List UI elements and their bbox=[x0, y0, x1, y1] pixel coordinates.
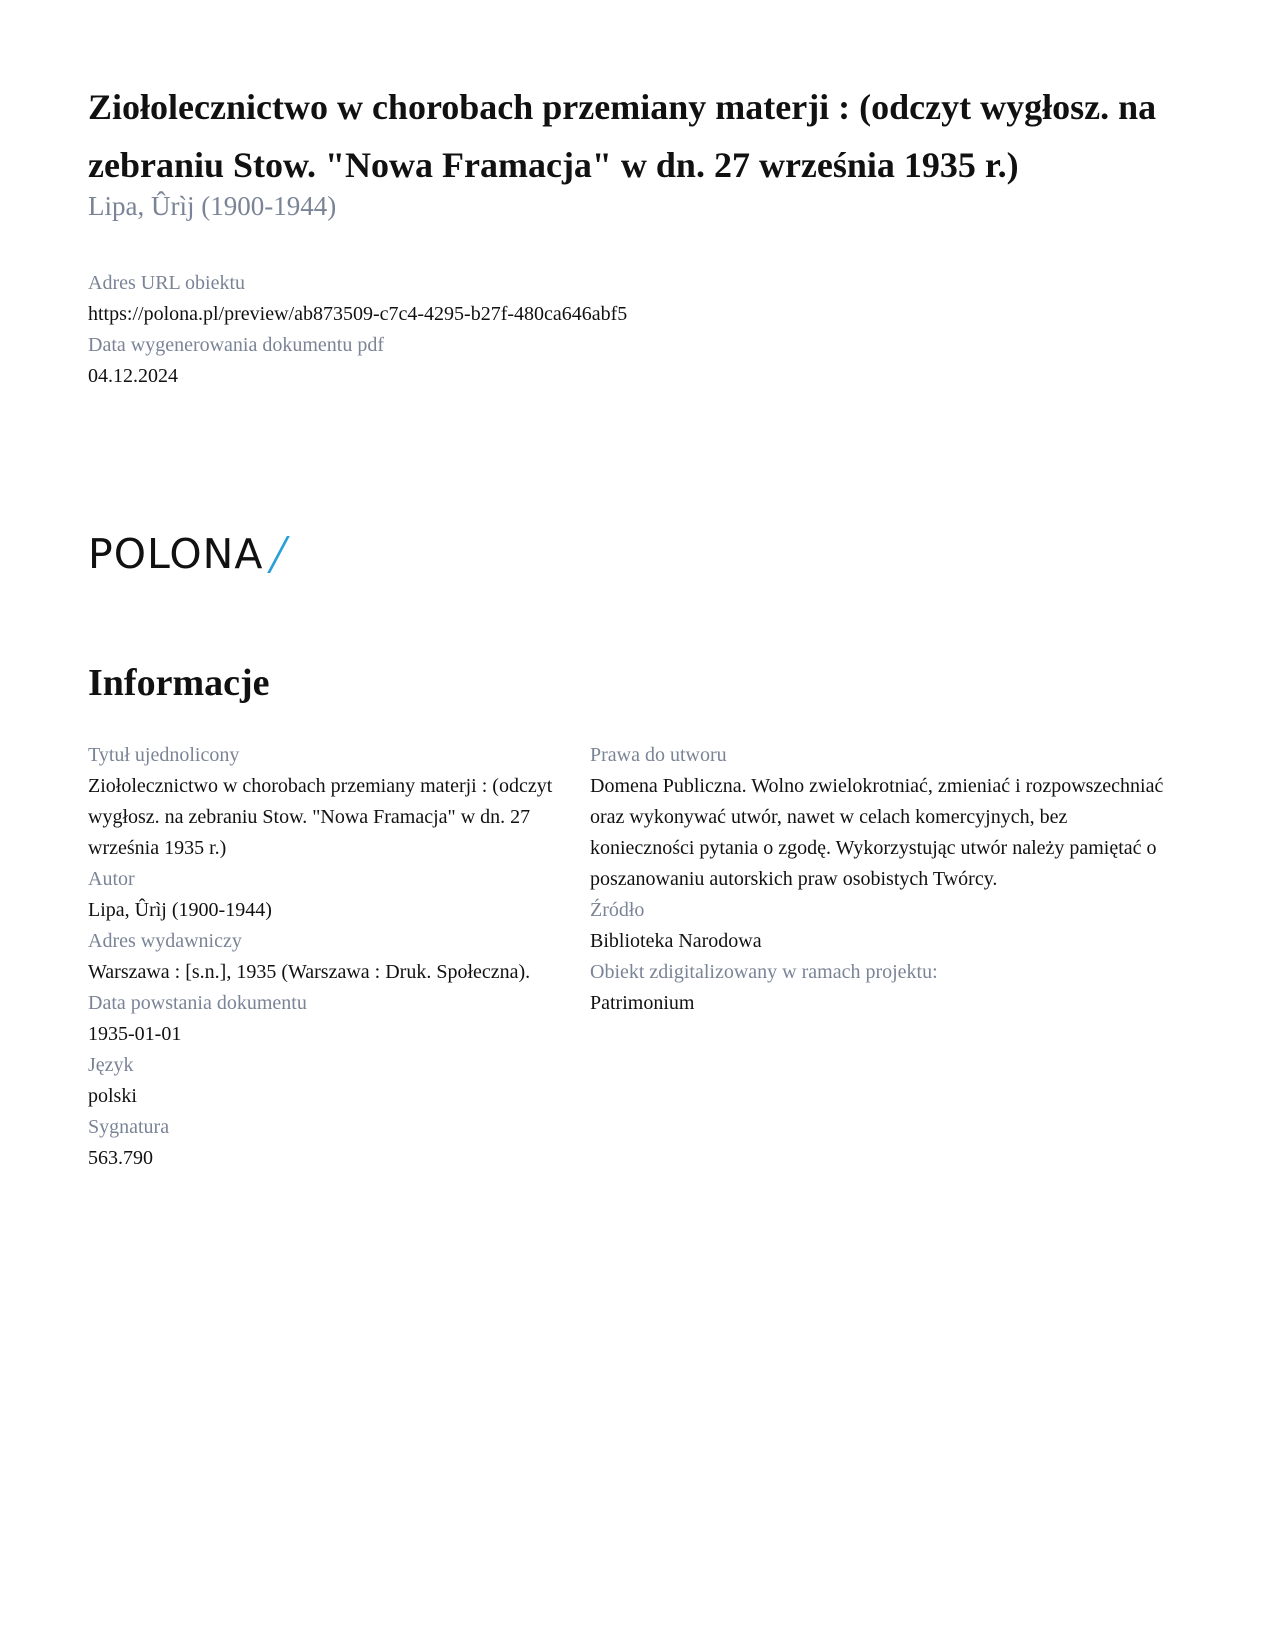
field-label-publication: Adres wydawniczy bbox=[88, 930, 242, 952]
polona-logo bbox=[88, 531, 280, 577]
field-value-source: Biblioteka Narodowa bbox=[590, 930, 762, 952]
field-label-source: Źródło bbox=[590, 899, 645, 921]
logo-slash-icon bbox=[268, 536, 291, 573]
field-label-project: Obiekt zdigitalizowany w ramach projektu: bbox=[590, 961, 938, 983]
document-title: Ziołolecznictwo w chorobach przemiany materji : (odczyt wygłosz. na zebraniu Stow. "Nowa Framacja" w dn. 27 września 1935 r.) bbox=[88, 87, 1157, 185]
field-value-language: polski bbox=[88, 1085, 137, 1107]
object-metadata bbox=[88, 268, 988, 392]
field-label-uniform-title: Tytuł ujednolicony bbox=[88, 744, 240, 766]
field-value-publication: Warszawa : [s.n.], 1935 (Warszawa : Druk. Społeczna). bbox=[88, 961, 531, 983]
field-value-author: Lipa, Ûrìj (1900-1944) bbox=[88, 899, 272, 921]
section-heading-informacje: Informacje bbox=[88, 662, 270, 704]
field-value-creation-date: 1935-01-01 bbox=[88, 1023, 182, 1045]
field-value-rights: Domena Publiczna. Wolno zwielokrotniać, zmieniać i rozpowszechniać oraz wykonywać utwór, nawet w celach komercyjnych, bez konieczności pytania o zgodę. Wykorzystując utwór należy pamiętać o poszanowaniu autorskich praw osobistych Twórcy. bbox=[590, 775, 1164, 890]
logo-text: POLONA bbox=[88, 530, 264, 578]
info-column-right bbox=[590, 740, 1165, 1019]
generated-date-value: 04.12.2024 bbox=[88, 365, 178, 387]
url-label: Adres URL obiektu bbox=[88, 272, 246, 294]
field-label-author: Autor bbox=[88, 868, 135, 890]
info-column-left bbox=[88, 740, 563, 1174]
url-value[interactable]: https://polona.pl/preview/ab873509-c7c4-4295-b27f-480ca646abf5 bbox=[88, 303, 628, 325]
document-author: Lipa, Ûrìj (1900-1944) bbox=[88, 191, 337, 221]
field-value-shelfmark: 563.790 bbox=[88, 1147, 153, 1169]
field-label-rights: Prawa do utworu bbox=[590, 744, 727, 766]
field-value-uniform-title: Ziołolecznictwo w chorobach przemiany materji : (odczyt wygłosz. na zebraniu Stow. "Nowa Framacja" w dn. 27 września 1935 r.) bbox=[88, 775, 553, 859]
field-label-creation-date: Data powstania dokumentu bbox=[88, 992, 307, 1014]
field-label-language: Język bbox=[88, 1054, 134, 1076]
field-label-shelfmark: Sygnatura bbox=[88, 1116, 170, 1138]
field-value-project: Patrimonium bbox=[590, 992, 695, 1014]
generated-date-label: Data wygenerowania dokumentu pdf bbox=[88, 334, 385, 356]
